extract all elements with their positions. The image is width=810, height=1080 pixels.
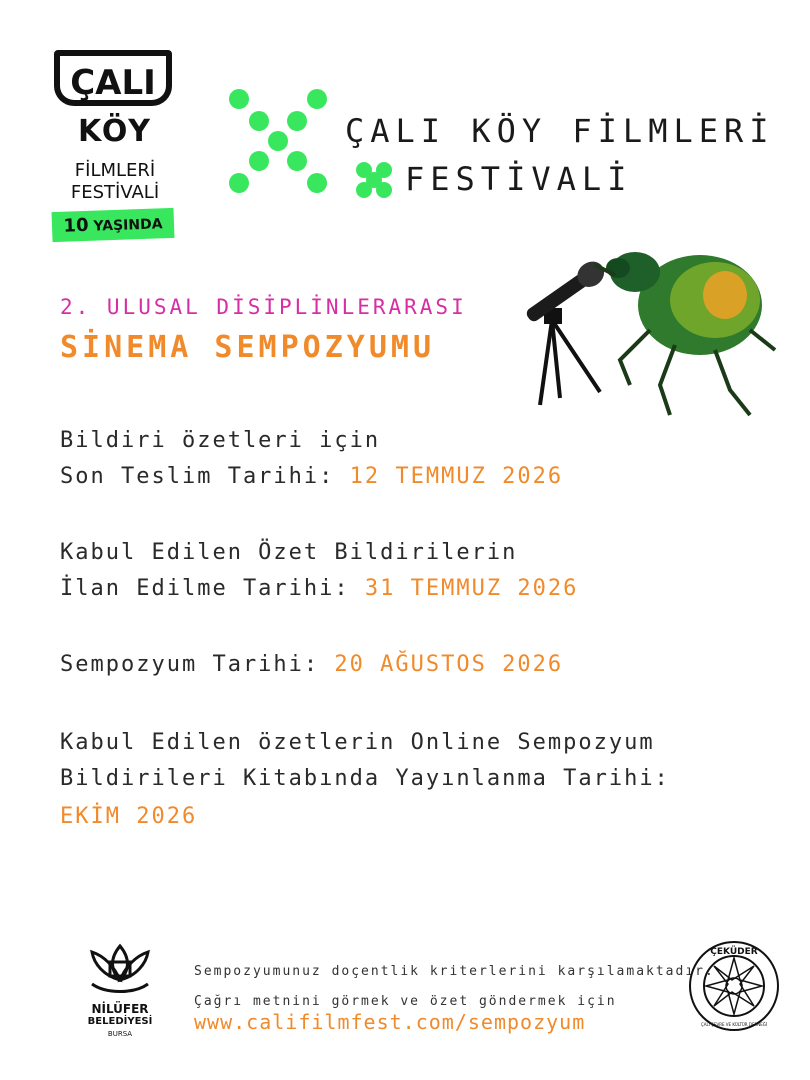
date3-label: Sempozyum Tarihi: [60,652,320,677]
logo-festivali: FESTİVALİ [70,182,160,203]
date3-value: 20 AĞUSTOS 2026 [334,652,564,677]
festival-name-line2: FESTİVALİ [405,160,633,198]
logo-title: ÇALI [54,50,172,106]
badge-text: YAŞINDA [93,216,163,235]
date1-line2 [60,464,563,489]
nilufer-line2: BELEDİYESİ [87,1016,153,1027]
green-x-dots-icon [225,85,335,205]
date2-value: 31 TEMMUZ 2026 [364,576,579,601]
cekuder-sub: ÇALI ÇEVRE VE KÜLTÜR DERNEĞİ [700,1022,768,1027]
symposium-url-link[interactable]: www.califilmfest.com/sempozyum [194,1010,586,1034]
date1-value: 12 TEMMUZ 2026 [349,464,564,489]
date4-line1: Kabul Edilen özetlerin Online Sempozyum [60,730,655,755]
nilufer-line1: NİLÜFER [91,1002,149,1016]
footer-note: Sempozyumunuz doçentlik kriterlerini karşılamaktadır. [194,964,715,979]
logo-koy: KÖY [77,114,153,149]
beetle-microphone-illustration [500,210,790,450]
date2-line1: Kabul Edilen Özet Bildirilerin [60,540,518,565]
festival-name-line1: ÇALI KÖY FİLMLERİ [345,112,775,150]
nilufer-line3: BURSA [107,1030,133,1038]
date4-value: EKİM 2026 [60,804,198,829]
nilufer-logo [80,940,160,1040]
date3-line [60,652,563,677]
date2-line2 [60,576,578,601]
footer-cta: Çağrı metnini görmek ve özet göndermek için [194,994,617,1009]
cekuder-name: ÇEKÜDER [710,947,758,957]
logo-filmleri: FİLMLERİ [74,160,156,181]
date1-label: Son Teslim Tarihi: [60,464,335,489]
nilufer-lotus-icon [80,940,160,996]
green-clover-dots-icon [352,160,396,200]
cekuder-seal [688,940,780,1032]
festival-logo [50,44,180,244]
badge-number: 10 [63,214,89,237]
symposium-edition: 2. ULUSAL DİSİPLİNLERARASI [60,295,467,319]
date2-label: İlan Edilme Tarihi: [60,576,350,601]
anniversary-badge [52,208,175,242]
date1-line1: Bildiri özetleri için [60,428,381,453]
symposium-title: SİNEMA SEMPOZYUMU [60,330,436,365]
date4-line2: Bildirileri Kitabında Yayınlanma Tarihi: [60,766,670,791]
